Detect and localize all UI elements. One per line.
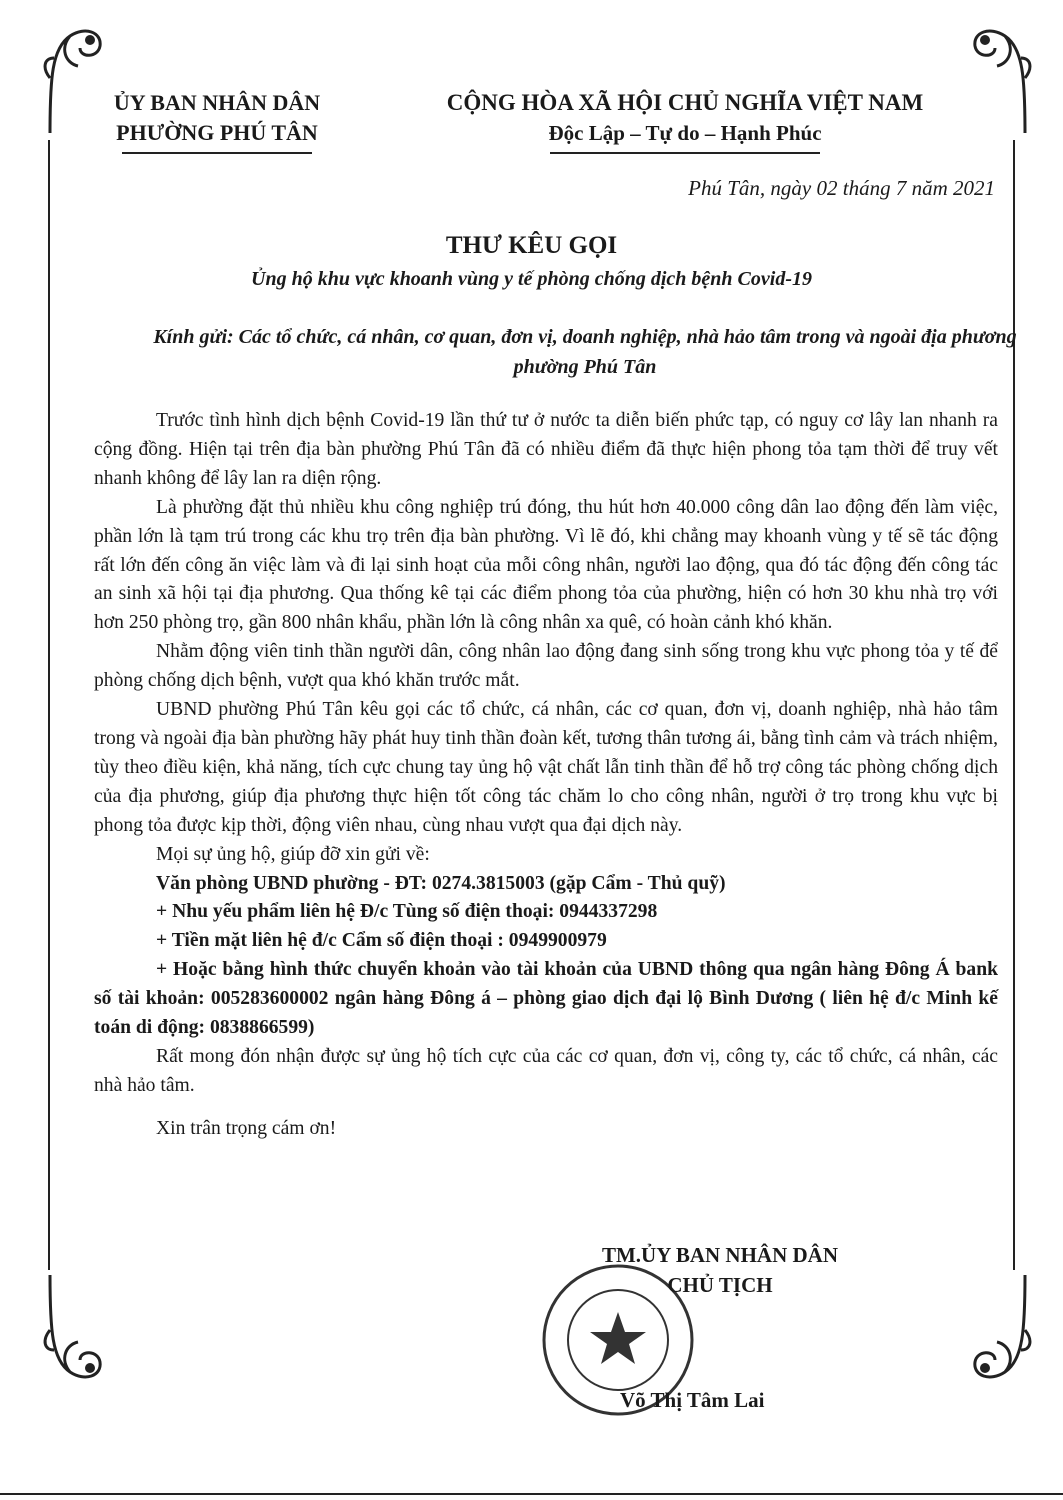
recipient-line: Kính gửi: Các tổ chức, cá nhân, cơ quan, đơn vị, doanh nghiệp, nhà hảo tâm trong và ngoài địa phương phường Phú Tân — [153, 326, 1017, 378]
national-title: CỘNG HÒA XÃ HỘI CHỦ NGHĨA VIỆT NAM — [446, 90, 924, 115]
national-motto: Độc Lập – Tự do – Hạnh Phúc — [548, 121, 822, 145]
document-subtitle: Ủng hộ khu vực khoanh vùng y tế phòng chống dịch bệnh Covid-19 — [251, 268, 812, 290]
border-right — [1013, 140, 1015, 1270]
issuer-line-2: PHƯỜNG PHÚ TÂN — [116, 120, 318, 145]
motto-underline — [550, 152, 820, 154]
contact-office: Văn phòng UBND phường - ĐT: 0274.3815003 (gặp Cẩm - Thủ quỹ) — [156, 872, 726, 894]
issuer-line-1: ỦY BAN NHÂN DÂN — [113, 90, 321, 115]
contact-supplies: + Nhu yếu phẩm liên hệ Đ/c Tùng số điện thoại: 0944337298 — [156, 901, 658, 923]
paragraph: Là phường đặt thủ nhiều khu công nghiệp trú đóng, thu hút hơn 40.000 công dân lao động đến làm việc, phần lớn là tạm trú trong các khu trọ trên địa bàn phường. Vì lẽ đó, khi chẳng may khoanh vùng y tế sẽ tác động rất lớn đến công ăn việc làm và đi lại sinh hoạt của mỗi công nhân, người lao động, qua đó tác động đến công tác an sinh xã hội tại địa phương. Qua thống kê tại các điểm phong tỏa của phường, hiện có hơn 30 khu nhà trọ với hơn 250 phòng trọ, gần 800 nhân khẩu, phần lớn là công nhân xa quê, có hoàn cảnh khó khăn. — [94, 496, 998, 634]
closing-paragraph: Rất mong đón nhận được sự ủng hộ tích cực của các cơ quan, đơn vị, công ty, các tổ chức, cá nhân, các nhà hảo tâm. — [94, 1045, 998, 1096]
document-title: THƯ KÊU GỌI — [445, 232, 618, 259]
signature-position: CHỦ TỊCH — [667, 1273, 773, 1297]
signer-name: Võ Thị Tâm Lai — [620, 1388, 765, 1412]
national-header — [410, 88, 960, 154]
issuer-underline — [122, 152, 312, 154]
signature-block — [560, 1240, 880, 1300]
paragraph: Trước tình hình dịch bệnh Covid-19 lần thứ tư ở nước ta diễn biến phức tạp, có nguy cơ lây lan nhanh ra cộng đồng. Hiện tại trên địa bàn phường Phú Tân đã có nhiều điểm đã thực hiện phong tỏa tạm thời để truy vết nhanh không để lây lan ra diện rộng. — [94, 410, 998, 489]
thanks-line: Xin trân trọng cám ơn! — [156, 1117, 337, 1139]
contact-cash: + Tiền mặt liên hệ đ/c Cẩm số điện thoại : 0949900979 — [156, 930, 607, 952]
border-bottom — [0, 1493, 1063, 1495]
contact-bank-transfer: + Hoặc bằng hình thức chuyển khoản vào tài khoản của UBND thông qua ngân hàng Đông Á bank số tài khoản: 005283600002 ngân hàng Đông á – phòng giao dịch đại lộ Bình Dương ( liên hệ đ/c Minh kế toán di động: 0838866599) — [94, 959, 998, 1039]
paragraph: Nhằm động viên tinh thần người dân, công nhân lao động đang sinh sống trong khu vực phong tỏa y tế để phòng chống dịch bệnh, vượt qua khó khăn trước mắt. — [94, 641, 998, 692]
corner-ornament-bottom-right — [955, 1270, 1035, 1390]
letter-body — [94, 407, 998, 1144]
paragraph: UBND phường Phú Tân kêu gọi các tổ chức, cá nhân, các cơ quan, đơn vị, doanh nghiệp, nhà hảo tâm trong và ngoài địa bàn phường hãy phát huy tinh thần đoàn kết, tương thân tương ái, bằng tình cảm và trách nhiệm, tùy theo điều kiện, khả năng, tích cực chung tay ủng hộ vật chất lẫn tinh thần để hỗ trợ công tác phòng chống dịch của địa phương, giúp địa phương thực hiện tốt công tác chăm lo cho công nhân, người ở trọ trong khu vực bị phong tỏa được kịp thời, động viên nhau, cùng nhau vượt qua đại dịch này. — [94, 699, 998, 836]
corner-ornament-top-right — [955, 18, 1035, 138]
signature-title: TM.ỦY BAN NHÂN DÂN — [601, 1243, 839, 1267]
corner-ornament-bottom-left — [40, 1270, 120, 1390]
date-line: Phú Tân, ngày 02 tháng 7 năm 2021 — [688, 176, 995, 200]
paragraph: Mọi sự ủng hộ, giúp đỡ xin gửi về: — [156, 843, 430, 865]
issuer-header — [92, 88, 342, 154]
border-left — [48, 140, 50, 1270]
